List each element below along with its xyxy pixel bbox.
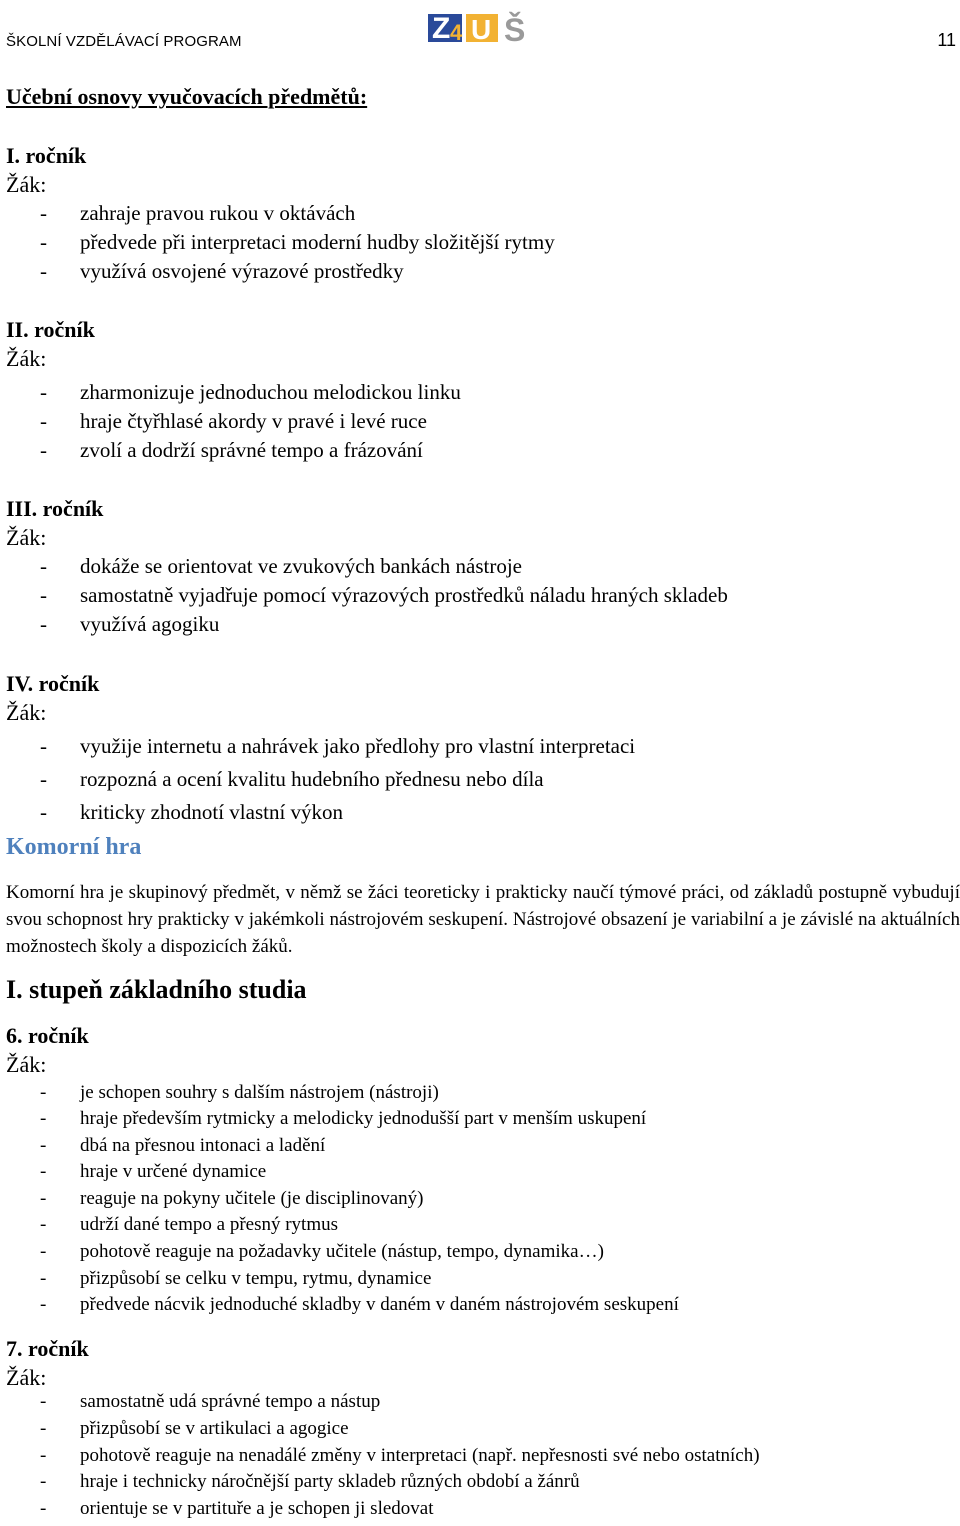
header-title: ŠKOLNÍ VZDĚLÁVACÍ PROGRAM: [6, 33, 242, 50]
zus-logo: [428, 8, 534, 46]
grade-title: 7. ročník: [6, 1336, 89, 1361]
zak-label: Žák:: [6, 525, 47, 550]
zak-label: Žák:: [6, 1365, 47, 1390]
zak-label: Žák:: [6, 172, 47, 197]
grade-title: I. ročník: [6, 143, 87, 168]
zak-label: Žák:: [6, 1052, 47, 1077]
main-title: Učební osnovy vyučovacích předmětů:: [6, 84, 368, 109]
zak-label: Žák:: [6, 700, 47, 725]
svg-text:U: U: [471, 14, 492, 45]
page-header: [0, 0, 960, 60]
grade-title: IV. ročník: [6, 671, 100, 696]
page-number: 11: [937, 30, 956, 50]
grade-title: 6. ročník: [6, 1023, 89, 1048]
section-paragraph: Komorní hra je skupinový předmět, v němž se žáci teoreticky i prakticky naučí týmové práci, od základů postupně vybudují svou schopnost hry prakticky v jakémkoli nástrojovém seskupení. Nástrojové obsazení je variabilní a je závislé na aktuálních možnostech školy a dispozicích žáků.: [6, 882, 960, 957]
svg-text:Z: Z: [432, 12, 451, 45]
svg-text:Š: Š: [504, 12, 526, 46]
logo-digit: 4: [450, 20, 463, 45]
grade-title: II. ročník: [6, 317, 95, 342]
grade-title: III. ročník: [6, 496, 104, 521]
stage-title: I. stupeň základního studia: [6, 975, 307, 1004]
zak-label: Žák:: [6, 346, 47, 371]
section-heading: Komorní hra: [6, 834, 142, 860]
